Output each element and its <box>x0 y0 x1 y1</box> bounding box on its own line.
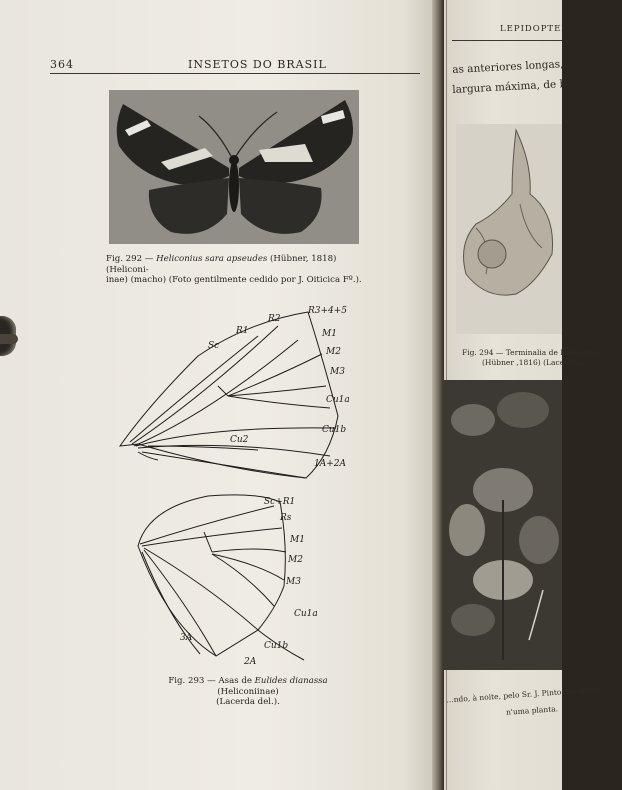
running-title: INSETOS DO BRASIL <box>188 58 327 71</box>
figure-294-caption-line1: Fig. 294 — Terminalia de Heliconius <box>462 348 601 357</box>
butterfly-illustration <box>109 90 359 244</box>
vein-label: Rs <box>280 513 292 523</box>
figure-293-caption <box>138 676 358 708</box>
binder-clip-detail <box>0 334 18 344</box>
vein-label: Cu1b <box>322 425 347 435</box>
vein-label: M3 <box>286 577 301 587</box>
wing-venation-diagram <box>108 296 378 676</box>
vein-label: 3A <box>180 633 193 643</box>
vein-label: M2 <box>288 555 303 565</box>
forewing-drawing <box>120 312 338 478</box>
header-rule <box>50 73 420 74</box>
vein-label: R3+4+5 <box>308 306 348 316</box>
plant-illustration <box>443 380 562 670</box>
figure-292-caption-line1: Fig. 292 — Heliconius sara apseudes (Hübner, 1818) (Heliconi- <box>106 254 337 275</box>
right-running-head: LEPIDOPTERA <box>500 24 576 34</box>
figure-292-species: Heliconius sara apseudes <box>156 254 268 264</box>
vein-label: Cu1b <box>264 641 289 651</box>
bottom-caption-line2: n'uma planta. <box>505 704 559 717</box>
running-head <box>50 58 420 74</box>
vein-label: M1 <box>290 535 305 545</box>
page-number: 364 <box>50 58 74 71</box>
plant-photo <box>443 380 562 670</box>
figure-293-caption-line1: Fig. 293 — Asas de Eulides dianassa (Heliconiinae) <box>168 676 328 697</box>
figure-292-caption-line2: inae) (macho) (Foto gentilmente cedido por J. Oiticica Fº.). <box>106 275 362 285</box>
vein-label: Cu1a <box>326 395 350 405</box>
vein-label: Sc <box>208 341 220 351</box>
vein-label: M2 <box>326 347 341 357</box>
vein-label: R1 <box>236 326 249 336</box>
vein-label: Cu1a <box>294 609 318 619</box>
figure-292-caption <box>106 254 376 286</box>
butterfly-photo <box>109 90 359 244</box>
bottom-caption-line1: …ndo, à noite, pelo Sr. J. Pinto, de exemp <box>445 684 603 705</box>
hindwing-labels <box>180 497 318 667</box>
vein-label: Cu2 <box>230 435 249 445</box>
vein-label: M3 <box>330 367 345 377</box>
right-text-line: largura máxima, de bordo ext <box>452 75 611 96</box>
right-text-line: as anteriores longas, pelo meno <box>452 55 622 76</box>
genitalia-illustration <box>456 124 562 334</box>
figure-293-caption-line2: (Lacerda del.). <box>216 697 280 707</box>
vein-label: M1 <box>322 329 337 339</box>
figure-294-caption-line2: (Hübner ,1816) (Lacerda d <box>482 358 585 367</box>
right-header-rule <box>452 40 562 41</box>
forewing-labels <box>208 306 350 469</box>
vein-label: R2 <box>268 314 281 324</box>
vein-label: Sc+R1 <box>264 497 296 507</box>
figure-293-species: Eulides dianassa <box>254 676 328 686</box>
vein-label: 2A <box>244 657 257 667</box>
vein-label: 1A+2A <box>314 459 346 469</box>
genitalia-photo <box>456 124 562 334</box>
